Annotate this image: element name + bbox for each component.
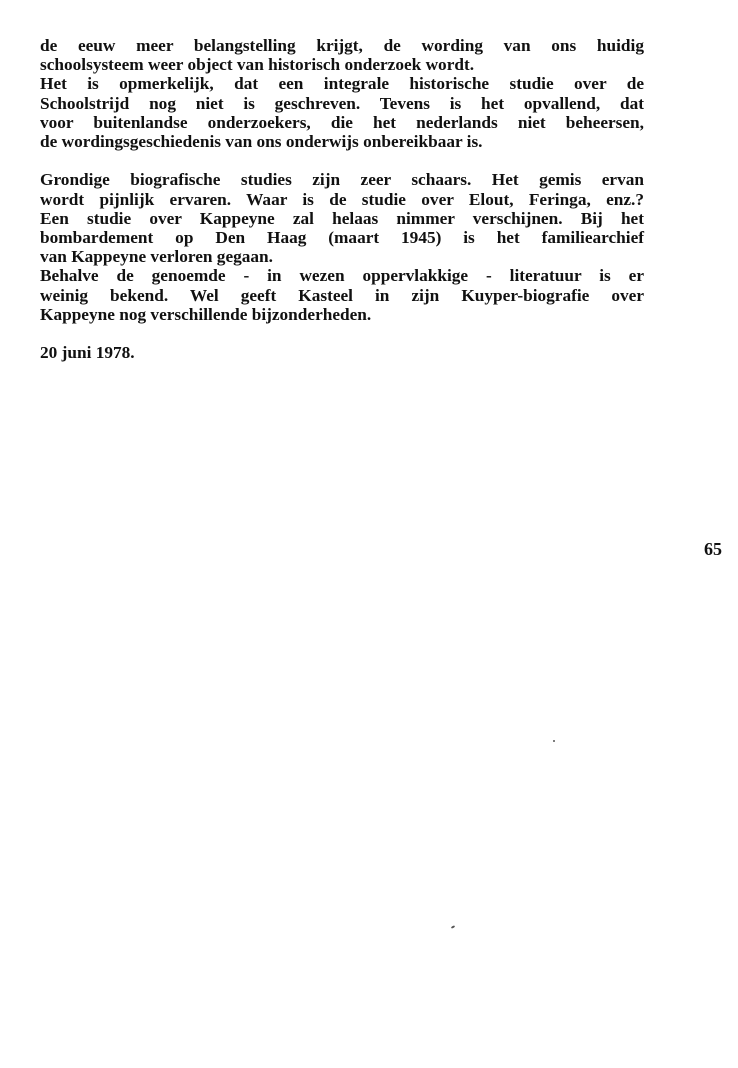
text-line: Schoolstrijd nog niet is geschreven. Tevens is het opvallend, dat: [40, 93, 644, 113]
paragraph-3: [40, 170, 644, 266]
text-line: Grondige biografische studies zijn zeer schaars. Het gemis ervan: [40, 170, 644, 190]
scan-speck: [553, 740, 555, 742]
paragraph-4: [40, 266, 644, 324]
paragraph-2: [40, 74, 644, 151]
text-line: de eeuw meer belangstelling krijgt, de wording van ons huidig: [40, 36, 644, 55]
paragraph-1: [40, 36, 644, 74]
scan-speck: [451, 925, 455, 929]
text-line: Kappeyne nog verschillende bijzonderheden.: [40, 304, 372, 324]
page-number: 65: [704, 539, 722, 559]
text-line: Het is opmerkelijk, dat een integrale historische studie over de: [40, 74, 644, 94]
text-line: weinig bekend. Wel geeft Kasteel in zijn Kuyper-biografie over: [40, 285, 644, 305]
paragraph-gap: [40, 324, 644, 343]
text-line: bombardement op Den Haag (maart 1945) is het familiearchief: [40, 228, 644, 248]
closing-date: 20 juni 1978.: [40, 343, 135, 363]
text-line: van Kappeyne verloren gegaan.: [40, 247, 273, 267]
paragraph-gap: [40, 151, 644, 170]
text-line: wordt pijnlijk ervaren. Waar is de studie over Elout, Feringa, enz.?: [40, 189, 644, 209]
body-text: [40, 36, 644, 362]
text-line: schoolsysteem weer object van historisch onderzoek wordt.: [40, 55, 475, 75]
text-line: de wordingsgeschiedenis van ons onderwijs onbereikbaar is.: [40, 132, 483, 152]
text-line: Een studie over Kappeyne zal helaas nimmer verschijnen. Bij het: [40, 208, 644, 228]
text-line: voor buitenlandse onderzoekers, die het nederlands niet beheersen,: [40, 112, 644, 132]
text-line: Behalve de genoemde - in wezen oppervlakkige - literatuur is er: [40, 266, 644, 286]
